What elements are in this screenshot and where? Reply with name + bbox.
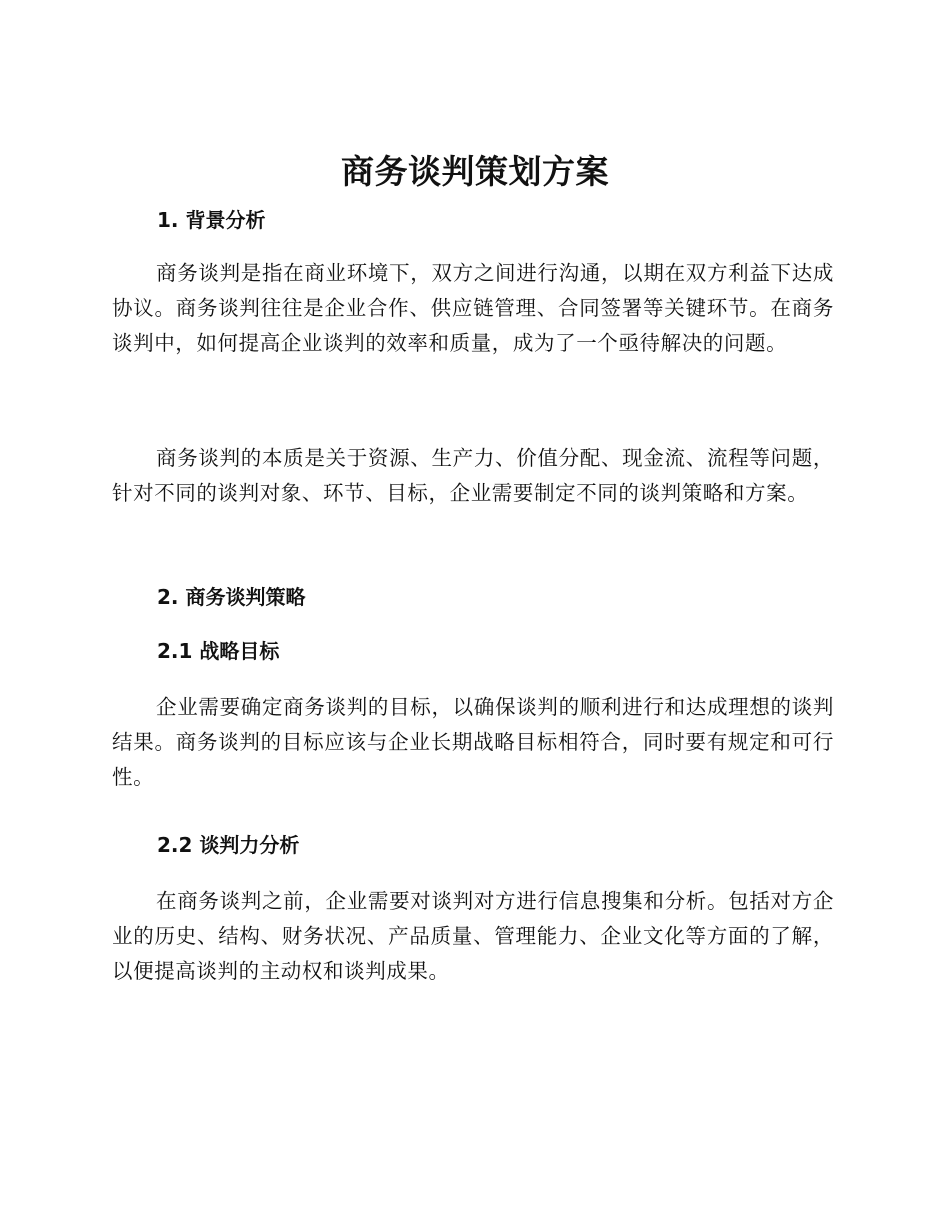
paragraph-background-1: 商务谈判是指在商业环境下，双方之间进行沟通，以期在双方利益下达成协议。商务谈判往往是企业合作、供应链管理、合同签署等关键环节。在商务谈判中，如何提高企业谈判的效率和质量，成为了一个亟待解决的问题。 (112, 261, 834, 355)
section-heading-strategy: 2. 商务谈判策略 (157, 585, 306, 609)
subsection-heading-negotiation-power: 2.2 谈判力分析 (157, 833, 300, 857)
paragraph-background-2: 商务谈判的本质是关于资源、生产力、价值分配、现金流、流程等问题，针对不同的谈判对象、环节、目标，企业需要制定不同的谈判策略和方案。 (112, 446, 834, 505)
subsection-heading-strategic-goal: 2.1 战略目标 (157, 639, 280, 663)
paragraph-negotiation-power: 在商务谈判之前，企业需要对谈判对方进行信息搜集和分析。包括对方企业的历史、结构、财务状况、产品质量、管理能力、企业文化等方面的了解，以便提高谈判的主动权和谈判成果。 (112, 889, 834, 983)
section-heading-background: 1. 背景分析 (157, 208, 266, 232)
paragraph-strategic-goal: 企业需要确定商务谈判的目标，以确保谈判的顺利进行和达成理想的谈判结果。商务谈判的目标应该与企业长期战略目标相符合，同时要有规定和可行性。 (112, 695, 834, 789)
document-title: 商务谈判策划方案 (341, 152, 609, 191)
